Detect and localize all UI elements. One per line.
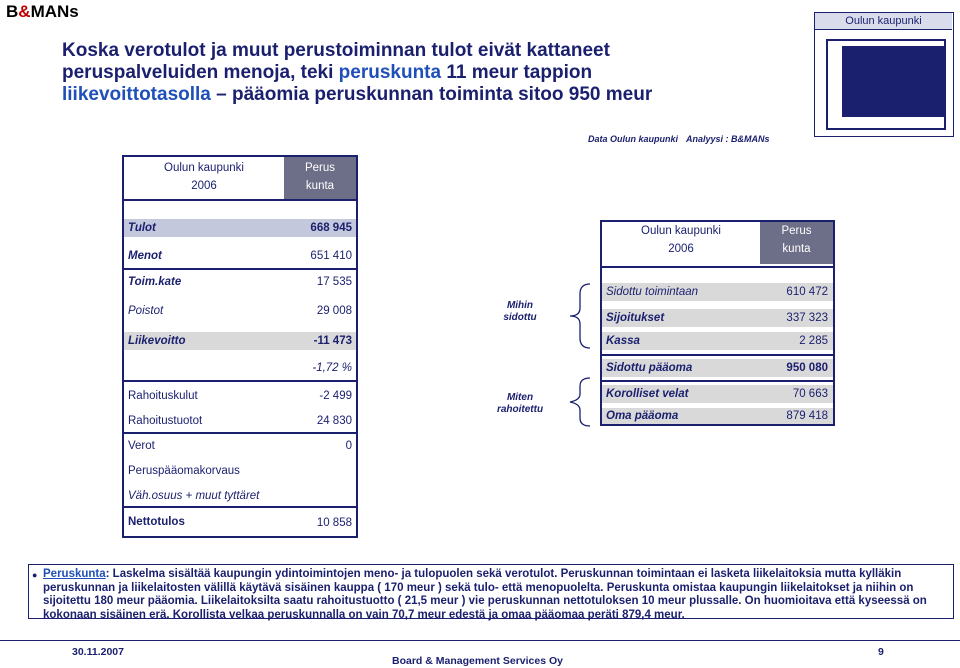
right-header-year: 2006 bbox=[668, 243, 694, 255]
right-label-sidottu-toimintaan: Sidottu toimintaan bbox=[606, 286, 699, 298]
row-value-margin: -1,72 % bbox=[312, 362, 352, 374]
row-value-poistot: 29 008 bbox=[316, 305, 352, 317]
right-divider-1 bbox=[602, 354, 833, 356]
note-text: : Laskelma sisältää kaupungin ydintoimintojen meno- ja tulopuolen sekä verotulot. Peruskunnan toimintaan ei lasketa liikelaitoksia mutta kylläkin peruskunnan ja liikelaitosten välillä käytävä sisäinen kauppa ( 170 meur ) sekä tulo- että menopuolelta. Peruskunta omistaa kaupungin liikelaitokset ja niihin on sijoitettu 180 meur pääomia. Liikelaitoksilta saatu rahoitustuotto ( 21,5 meur ) vie peruskunnan nettotuloksen 10 meur plussalle. On huomioitava että kyseessä on kokonaan sisäinen erä. Korollista velkaa peruskunnalla on vain 70,7 meur edestä ja omaa pääomaa peräti 879,4 meur. bbox=[43, 568, 927, 621]
mihin-sidottu-label: Mihin sidottu bbox=[503, 300, 537, 323]
analysis-source: Analyysi : B&MANs bbox=[686, 134, 770, 144]
right-divider-2 bbox=[602, 380, 833, 382]
row-value-rahoituskulut: -2 499 bbox=[319, 390, 352, 402]
footer-rule bbox=[0, 640, 960, 641]
row-label-tulot: Tulot bbox=[128, 222, 156, 234]
row-value-nettotulos: 10 858 bbox=[316, 517, 352, 529]
row-label-nettotulos: Nettotulos bbox=[128, 516, 185, 528]
right-label-kassa: Kassa bbox=[606, 335, 640, 347]
footer-company: Board & Management Services Oy bbox=[392, 655, 563, 667]
row-value-toimkate: 17 535 bbox=[316, 276, 352, 288]
left-header-entity: Oulun kaupunki bbox=[164, 162, 244, 174]
right-header-divider bbox=[602, 266, 833, 268]
row-value-verot: 0 bbox=[345, 440, 352, 452]
data-source: Data Oulun kaupunki bbox=[588, 134, 679, 144]
right-value-sidottu-paaoma: 950 080 bbox=[786, 362, 828, 374]
row-label-peruspaaomakorvaus: Peruspääomakorvaus bbox=[128, 465, 240, 477]
brand-logo-text: B&MANs bbox=[6, 2, 79, 21]
left-divider-1 bbox=[124, 268, 356, 270]
left-header-kunta: kunta bbox=[305, 180, 335, 192]
bullet-icon: ● bbox=[32, 570, 38, 580]
map-fill-icon bbox=[842, 46, 944, 117]
right-value-kassa: 2 285 bbox=[799, 335, 828, 347]
slide-title bbox=[62, 40, 762, 106]
right-value-korolliset-velat: 70 663 bbox=[792, 388, 828, 400]
left-header-year: 2006 bbox=[191, 180, 217, 192]
footer-page-number: 9 bbox=[878, 646, 884, 658]
right-value-sijoitukset: 337 323 bbox=[786, 312, 828, 324]
logo-header: Oulun kaupunki bbox=[815, 13, 952, 30]
miten-rahoitettu-label: Miten rahoitettu bbox=[496, 392, 544, 415]
row-value-menot: 651 410 bbox=[310, 250, 352, 262]
right-label-oma-paaoma: Oma pääoma bbox=[606, 410, 679, 422]
row-value-liikevoitto: -11 473 bbox=[313, 335, 352, 347]
right-label-sijoitukset: Sijoitukset bbox=[606, 312, 665, 324]
row-label-menot: Menot bbox=[128, 250, 162, 262]
row-label-verot: Verot bbox=[128, 440, 155, 452]
row-label-poistot: Poistot bbox=[128, 305, 164, 317]
explanation-note bbox=[28, 564, 954, 619]
left-header-divider bbox=[124, 199, 356, 201]
row-label-toimkate: Toim.kate bbox=[128, 276, 182, 288]
brace-upper-icon bbox=[570, 284, 590, 348]
brace-lower-icon bbox=[570, 378, 590, 426]
left-divider-2 bbox=[124, 380, 356, 382]
row-value-rahoitustuotot: 24 830 bbox=[316, 415, 352, 427]
left-divider-3 bbox=[124, 432, 356, 434]
row-label-vahosuus: Väh.osuus + muut tyttäret bbox=[128, 490, 260, 502]
row-value-tulot: 668 945 bbox=[310, 222, 352, 234]
left-divider-4 bbox=[124, 506, 356, 508]
right-label-sidottu-paaoma: Sidottu pääoma bbox=[606, 362, 693, 374]
row-label-liikevoitto: Liikevoitto bbox=[128, 335, 186, 347]
note-key-term: Peruskunta bbox=[43, 568, 106, 580]
row-label-rahoitustuotot: Rahoitustuotot bbox=[128, 415, 203, 427]
right-label-korolliset-velat: Korolliset velat bbox=[606, 388, 689, 400]
title-line-3: liikevoittotasolla – pääomia peruskunnan toiminta sitoo 950 meur bbox=[62, 84, 653, 105]
title-line-1: Koska verotulot ja muut perustoiminnan tulot eivät kattaneet bbox=[62, 40, 610, 61]
right-value-oma-paaoma: 879 418 bbox=[786, 410, 828, 422]
brace-icons bbox=[566, 280, 596, 430]
right-header-kunta: kunta bbox=[782, 243, 811, 255]
right-header-entity: Oulun kaupunki bbox=[641, 225, 721, 237]
right-header-perus: Perus bbox=[781, 225, 812, 237]
footer-date: 30.11.2007 bbox=[72, 646, 124, 658]
row-label-rahoituskulut: Rahoituskulut bbox=[128, 390, 198, 402]
title-line-2: peruspalveluiden menoja, teki peruskunta 11 meur tappion bbox=[62, 62, 593, 83]
right-value-sidottu-toimintaan: 610 472 bbox=[786, 286, 828, 298]
left-header-perus: Perus bbox=[304, 162, 336, 174]
